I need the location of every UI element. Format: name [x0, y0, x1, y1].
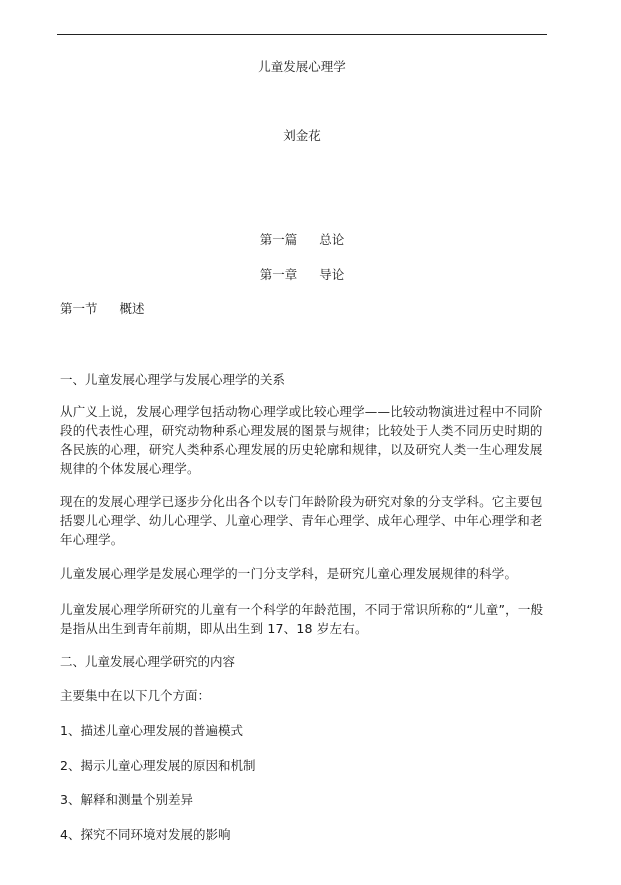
book-title: 儿童发展心理学 [258, 59, 346, 74]
paragraph-subdisciplines: 现在的发展心理学已逐步分化出各个以专门年龄阶段为研究对象的分支学科。它主要包括婴儿心理学、幼儿心理学、儿童心理学、青年心理学、成年心理学、中年心理学和老年心理学。 [60, 494, 543, 547]
heading-relationship: 一、儿童发展心理学与发展心理学的关系 [60, 372, 286, 387]
list-item: 1、描述儿童心理发展的普遍模式 [60, 723, 243, 738]
paragraph-broad-definition: 从广义上说，发展心理学包括动物心理学或比较心理学——比较动物演进过程中不同阶段的代表性心理，研究动物种系心理发展的图景与规律；比较处于人类不同历史时期的各民族的心理，研究人类种系心理发展的历史轮廓和规律，以及研究人类一生心理发展规律的个体发展心理学。 [60, 404, 543, 476]
paragraph-child-psych-definition: 儿童发展心理学是发展心理学的一门分支学科，是研究儿童心理发展规律的科学。 [60, 566, 518, 581]
chapter-label: 第一章 [259, 267, 298, 282]
section-heading [60, 299, 550, 317]
author-name: 刘金花 [283, 128, 321, 143]
section-name: 概述 [119, 301, 145, 316]
list-intro: 主要集中在以下几个方面： [60, 688, 211, 703]
list-item: 3、解释和测量个别差异 [60, 792, 193, 807]
part-name: 总论 [319, 232, 345, 247]
list-item: 2、揭示儿童心理发展的原因和机制 [60, 758, 256, 773]
header-rule [57, 34, 547, 35]
part-heading [57, 230, 547, 248]
section-label: 第一节 [60, 301, 98, 316]
paragraph-age-range: 儿童发展心理学所研究的儿童有一个科学的年龄范围，不同于常识所称的“儿童”，一般是指从出生到青年前期，即从出生到 17、18 岁左右。 [60, 602, 544, 636]
part-label: 第一篇 [259, 232, 298, 247]
chapter-heading [57, 265, 547, 283]
list-item: 4、探究不同环境对发展的影响 [60, 827, 231, 842]
chapter-name: 导论 [319, 267, 345, 282]
heading-research-content: 二、儿童发展心理学研究的内容 [60, 654, 236, 669]
